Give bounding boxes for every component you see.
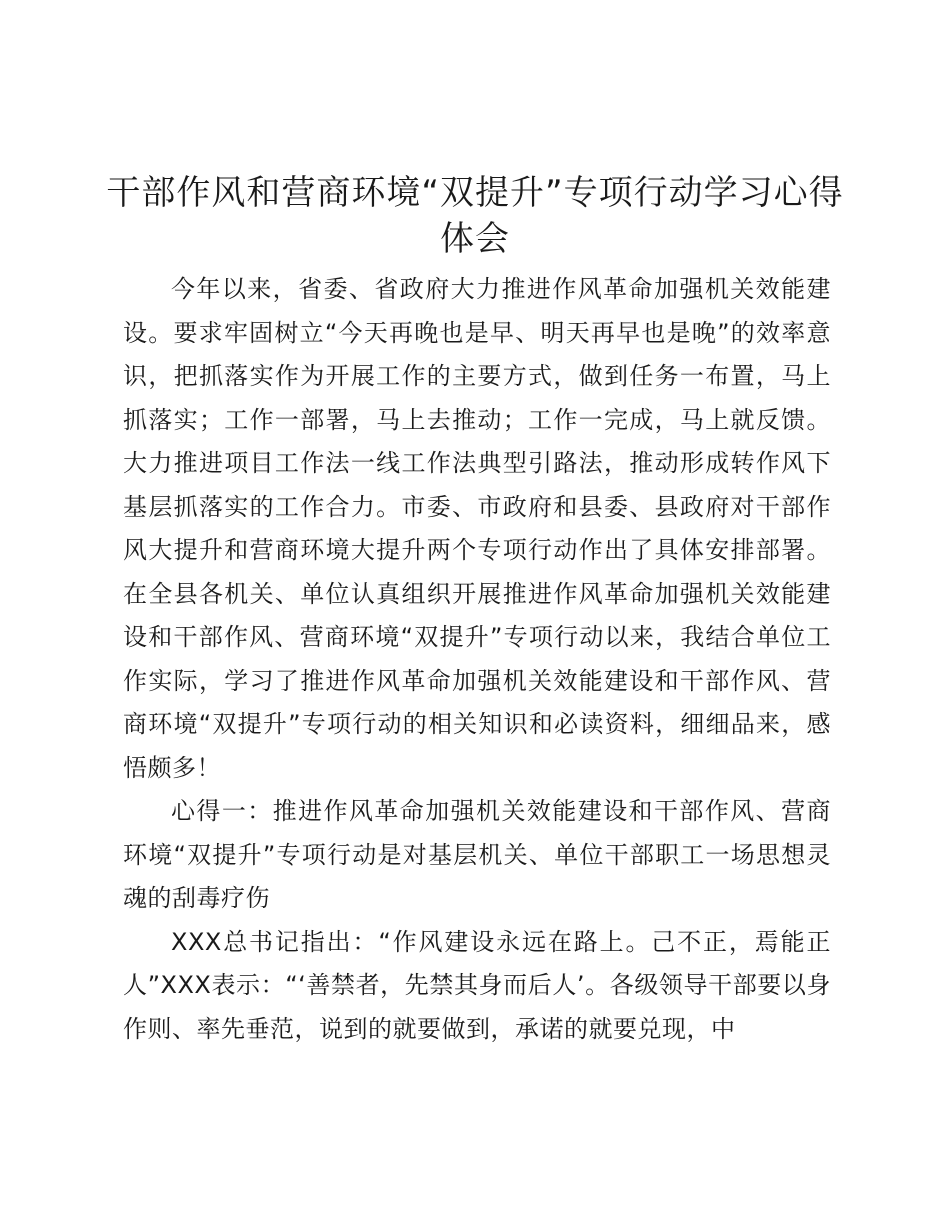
- document-title: 干部作风和营商环境“双提升”专项行动学习心得体会: [106, 173, 844, 259]
- paragraph-intro: 今年以来，省委、省政府大力推进作风革命加强机关效能建设。要求牢固树立“今天再晚也是早、明天再早也是晚”的效率意识，把抓落实作为开展工作的主要方式，做到任务一布置，马上抓落实；工作一部署，马上去推动；工作一完成，马上就反馈。大力推进项目工作法一线工作法典型引路法，推动形成转作风下基层抓落实的工作合力。市委、市政府和县委、县政府对干部作风大提升和营商环境大提升两个专项行动作出了具体安排部署。在全县各机关、单位认真组织开展推进作风革命加强机关效能建设和干部作风、营商环境“双提升”专项行动以来，我结合单位工作实际，学习了推进作风革命加强机关效能建设和干部作风、营商环境“双提升”专项行动的相关知识和必读资料，细细品来，感悟颇多！: [123, 275, 831, 782]
- paragraph-insight-one: 心得一：推进作风革命加强机关效能建设和干部作风、营商环境“双提升”专项行动是对基层机关、单位干部职工一场思想灵魂的刮毒疗伤: [123, 797, 831, 912]
- paragraph-quote: XXX总书记指出：“作风建设永远在路上。己不正，焉能正人”XXX表示：“‘善禁者，先禁其身而后人’。各级领导干部要以身作则、率先垂范，说到的就要做到，承诺的就要兑现，中: [123, 927, 831, 1043]
- document-body: [123, 268, 831, 1051]
